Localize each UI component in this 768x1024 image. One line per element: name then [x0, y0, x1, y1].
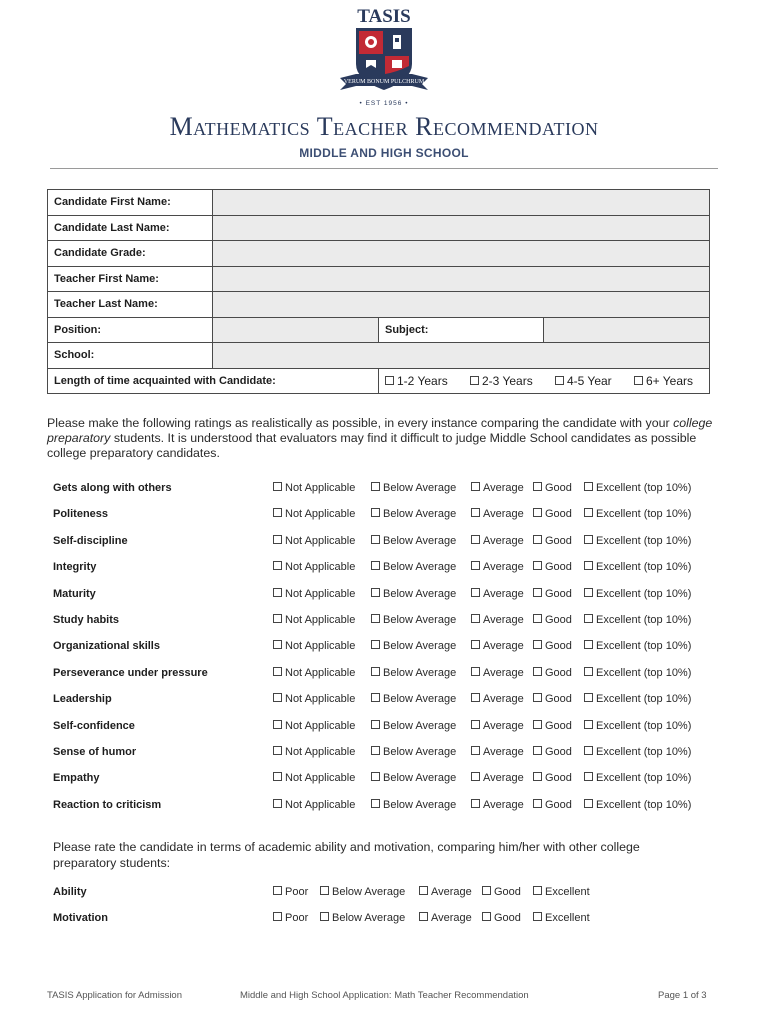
rating-label: Study habits	[53, 614, 120, 626]
years-option-1-2[interactable]: 1-2 Years	[385, 374, 448, 388]
option-not-applicable[interactable]: Not Applicable	[273, 535, 355, 547]
document-subtitle: MIDDLE AND HIGH SCHOOL	[299, 146, 469, 160]
rating-label: Motivation	[53, 912, 108, 925]
option-average[interactable]: Average	[471, 535, 524, 547]
option-average[interactable]: Average	[471, 508, 524, 520]
checkbox-icon	[471, 799, 480, 808]
option-excellent-top-10[interactable]: Excellent (top 10%)	[584, 482, 691, 494]
option-average[interactable]: Average	[471, 693, 524, 705]
checkbox-icon	[555, 376, 564, 385]
rating-row-politeness	[53, 508, 733, 524]
option-excellent-top-10[interactable]: Excellent (top 10%)	[584, 772, 691, 784]
option-average[interactable]: Average	[471, 772, 524, 784]
option-excellent[interactable]: Excellent	[533, 886, 590, 898]
checkbox-icon	[371, 508, 380, 517]
option-not-applicable[interactable]: Not Applicable	[273, 640, 355, 652]
option-good[interactable]: Good	[533, 508, 572, 520]
footer-page-number: Page 1 of 3	[658, 990, 707, 1001]
option-below-average[interactable]: Below Average	[320, 912, 405, 924]
option-average[interactable]: Average	[471, 482, 524, 494]
rating-label: Empathy	[53, 772, 100, 785]
checkbox-icon	[371, 640, 380, 649]
option-good[interactable]: Good	[533, 588, 572, 600]
rating-label: Perseverance under pressure	[53, 666, 208, 679]
rating-row-integrity	[53, 561, 733, 577]
checkbox-icon	[471, 561, 480, 570]
option-average[interactable]: Average	[419, 912, 472, 924]
option-excellent-top-10[interactable]: Excellent (top 10%)	[584, 588, 691, 600]
rating-row-motivation	[53, 912, 733, 928]
rating-row-self-confidence	[53, 720, 733, 736]
checkbox-icon	[371, 561, 380, 570]
option-below-average[interactable]: Below Average	[371, 799, 456, 811]
checkbox-icon	[533, 746, 542, 755]
rating-label: Organizational skills	[53, 640, 160, 653]
option-not-applicable[interactable]: Not Applicable	[273, 588, 355, 600]
rating-label: Politeness	[53, 508, 109, 521]
option-good[interactable]: Good	[533, 482, 572, 494]
checkbox-icon	[584, 614, 593, 623]
subject-field[interactable]	[544, 317, 710, 343]
rating-row-leadership	[53, 693, 733, 709]
checkbox-icon	[273, 667, 282, 676]
option-excellent-top-10[interactable]: Excellent (top 10%)	[584, 720, 691, 732]
rating-row-empathy	[53, 772, 733, 788]
option-below-average[interactable]: Below Average	[371, 588, 456, 600]
option-good[interactable]: Good	[533, 746, 572, 758]
rating-label: Maturity	[53, 587, 96, 600]
checkbox-icon	[273, 912, 282, 921]
checkbox-icon	[273, 640, 282, 649]
option-excellent-top-10[interactable]: Excellent (top 10%)	[584, 640, 691, 652]
checkbox-icon	[471, 614, 480, 623]
rating-row-reaction-to-criticism	[53, 799, 733, 815]
checkbox-icon	[533, 912, 542, 921]
option-below-average[interactable]: Below Average	[371, 482, 456, 494]
option-not-applicable[interactable]: Not Applicable	[273, 720, 355, 732]
checkbox-icon	[584, 746, 593, 755]
checkbox-icon	[371, 535, 380, 544]
document-title: Mathematics Teacher Recommendation	[169, 112, 599, 141]
checkbox-icon	[634, 376, 643, 385]
checkbox-icon	[533, 561, 542, 570]
checkbox-icon	[419, 886, 428, 895]
position-field[interactable]	[213, 317, 379, 343]
rating-row-self-discipline	[53, 535, 733, 551]
checkbox-icon	[471, 720, 480, 729]
checkbox-icon	[371, 746, 380, 755]
option-good[interactable]: Good	[533, 535, 572, 547]
rating-row-perseverance-under-pressure	[53, 667, 733, 683]
option-average[interactable]: Average	[419, 886, 472, 898]
checkbox-icon	[533, 799, 542, 808]
rating-label: Self-discipline	[53, 534, 128, 547]
option-not-applicable[interactable]: Not Applicable	[273, 482, 355, 494]
option-good[interactable]: Good	[482, 912, 521, 924]
checkbox-icon	[273, 720, 282, 729]
rating-label: Self-confidence	[53, 719, 135, 732]
option-below-average[interactable]: Below Average	[371, 746, 456, 758]
checkbox-icon	[471, 482, 480, 491]
option-good[interactable]: Good	[533, 720, 572, 732]
checkbox-icon	[273, 588, 282, 597]
rating-row-sense-of-humor	[53, 746, 733, 762]
checkbox-icon	[273, 799, 282, 808]
checkbox-icon	[584, 799, 593, 808]
checkbox-icon	[533, 667, 542, 676]
footer-center: Middle and High School Application: Math Teacher Recommendation	[240, 990, 529, 1001]
checkbox-icon	[584, 720, 593, 729]
rating-row-maturity	[53, 588, 733, 604]
checkbox-icon	[371, 693, 380, 702]
option-good[interactable]: Good	[482, 886, 521, 898]
rating-label: Integrity	[53, 561, 97, 574]
option-poor[interactable]: Poor	[273, 912, 308, 924]
checkbox-icon	[584, 772, 593, 781]
option-not-applicable[interactable]: Not Applicable	[273, 508, 355, 520]
checkbox-icon	[482, 886, 491, 895]
grade-field[interactable]	[213, 241, 710, 267]
last-name-label: Candidate Last Name:	[48, 215, 213, 241]
checkbox-icon	[371, 482, 380, 491]
checkbox-icon	[273, 614, 282, 623]
option-good[interactable]: Good	[533, 561, 572, 573]
checkbox-icon	[471, 746, 480, 755]
option-below-average[interactable]: Below Average	[371, 561, 456, 573]
checkbox-icon	[533, 640, 542, 649]
option-average[interactable]: Average	[471, 667, 524, 679]
years-option-2-3[interactable]: 2-3 Years	[470, 374, 533, 388]
option-excellent-top-10[interactable]: Excellent (top 10%)	[584, 508, 691, 520]
checkbox-icon	[320, 912, 329, 921]
rating-row-organizational-skills	[53, 640, 733, 656]
grade-label: Candidate Grade:	[48, 241, 213, 267]
option-average[interactable]: Average	[471, 746, 524, 758]
option-below-average[interactable]: Below Average	[371, 720, 456, 732]
checkbox-icon	[471, 772, 480, 781]
teacher-last-name-field[interactable]	[213, 292, 710, 318]
option-not-applicable[interactable]: Not Applicable	[273, 561, 355, 573]
option-not-applicable[interactable]: Not Applicable	[273, 746, 355, 758]
checkbox-icon	[584, 508, 593, 517]
school-label: School:	[48, 343, 213, 369]
length-acquainted-label: Length of time acquainted with Candidate:	[48, 368, 379, 394]
option-excellent-top-10[interactable]: Excellent (top 10%)	[584, 799, 691, 811]
checkbox-icon	[273, 772, 282, 781]
checkbox-icon	[471, 667, 480, 676]
option-excellent-top-10[interactable]: Excellent (top 10%)	[584, 561, 691, 573]
checkbox-icon	[533, 720, 542, 729]
option-not-applicable[interactable]: Not Applicable	[273, 693, 355, 705]
option-below-average[interactable]: Below Average	[371, 535, 456, 547]
checkbox-icon	[533, 535, 542, 544]
option-below-average[interactable]: Below Average	[371, 508, 456, 520]
rating-row-study-habits	[53, 614, 733, 630]
option-good[interactable]: Good	[533, 667, 572, 679]
checkbox-icon	[371, 772, 380, 781]
option-good[interactable]: Good	[533, 640, 572, 652]
length-acquainted-options	[379, 368, 710, 394]
checkbox-icon	[273, 561, 282, 570]
teacher-first-name-label: Teacher First Name:	[48, 266, 213, 292]
option-not-applicable[interactable]: Not Applicable	[273, 614, 355, 626]
rating-label: Reaction to criticism	[53, 798, 162, 811]
option-poor[interactable]: Poor	[273, 886, 308, 898]
checkbox-icon	[371, 720, 380, 729]
checkbox-icon	[471, 535, 480, 544]
option-below-average[interactable]: Below Average	[371, 667, 456, 679]
ability-instructions: Please rate the candidate in terms of academic ability and motivation, comparing him/her with other college preparatory students:	[53, 840, 640, 870]
checkbox-icon	[273, 508, 282, 517]
option-excellent-top-10[interactable]: Excellent (top 10%)	[584, 746, 691, 758]
option-not-applicable[interactable]: Not Applicable	[273, 667, 355, 679]
option-not-applicable[interactable]: Not Applicable	[273, 772, 355, 784]
option-average[interactable]: Average	[471, 614, 524, 626]
tasis-logo	[326, 2, 442, 110]
checkbox-icon	[273, 535, 282, 544]
checkbox-icon	[273, 482, 282, 491]
option-average[interactable]: Average	[471, 561, 524, 573]
first-name-field[interactable]	[213, 190, 710, 216]
option-average[interactable]: Average	[471, 588, 524, 600]
checkbox-icon	[470, 376, 479, 385]
rating-label: Leadership	[53, 693, 112, 706]
checkbox-icon	[584, 588, 593, 597]
checkbox-icon	[533, 772, 542, 781]
checkbox-icon	[584, 535, 593, 544]
option-excellent-top-10[interactable]: Excellent (top 10%)	[584, 693, 691, 705]
checkbox-icon	[273, 693, 282, 702]
school-field[interactable]	[213, 343, 710, 369]
checkbox-icon	[320, 886, 329, 895]
checkbox-icon	[273, 746, 282, 755]
logo-est: • EST 1956 •	[359, 100, 409, 107]
checkbox-icon	[273, 886, 282, 895]
checkbox-icon	[371, 667, 380, 676]
checkbox-icon	[584, 693, 593, 702]
checkbox-icon	[533, 588, 542, 597]
subject-label: Subject:	[379, 317, 544, 343]
checkbox-icon	[385, 376, 394, 385]
option-average[interactable]: Average	[471, 720, 524, 732]
checkbox-icon	[533, 886, 542, 895]
logo-name: TASIS	[357, 6, 411, 27]
first-name-label: Candidate First Name:	[48, 190, 213, 216]
rating-row-gets-along-with-others	[53, 482, 733, 498]
years-option-6-plus[interactable]: 6+ Years	[634, 374, 693, 388]
checkbox-icon	[533, 508, 542, 517]
position-label: Position:	[48, 317, 213, 343]
header-divider	[50, 168, 718, 169]
checkbox-icon	[471, 588, 480, 597]
option-excellent-top-10[interactable]: Excellent (top 10%)	[584, 614, 691, 626]
option-good[interactable]: Good	[533, 799, 572, 811]
checkbox-icon	[584, 667, 593, 676]
option-good[interactable]: Good	[533, 693, 572, 705]
checkbox-icon	[371, 614, 380, 623]
teacher-first-name-field[interactable]	[213, 266, 710, 292]
option-below-average[interactable]: Below Average	[371, 772, 456, 784]
checkbox-icon	[482, 912, 491, 921]
checkbox-icon	[471, 640, 480, 649]
years-option-4-5[interactable]: 4-5 Year	[555, 374, 612, 388]
footer-left: TASIS Application for Admission	[47, 990, 182, 1001]
last-name-field[interactable]	[213, 215, 710, 241]
checkbox-icon	[371, 799, 380, 808]
option-below-average[interactable]: Below Average	[371, 614, 456, 626]
option-below-average[interactable]: Below Average	[320, 886, 405, 898]
checkbox-icon	[584, 482, 593, 491]
option-excellent[interactable]: Excellent	[533, 912, 590, 924]
checkbox-icon	[371, 588, 380, 597]
option-below-average[interactable]: Below Average	[371, 640, 456, 652]
ratings-instructions: Please make the following ratings as realistically as possible, in every instance comparing the candidate with your college preparatory students. It is understood that evaluators may find it difficult to judge Middle School candidates as possible college preparatory candidates.	[47, 416, 713, 460]
checkbox-icon	[533, 482, 542, 491]
checkbox-icon	[584, 640, 593, 649]
teacher-last-name-label: Teacher Last Name:	[48, 292, 213, 318]
option-good[interactable]: Good	[533, 772, 572, 784]
candidate-info-table	[47, 189, 710, 394]
option-average[interactable]: Average	[471, 799, 524, 811]
option-average[interactable]: Average	[471, 640, 524, 652]
option-excellent-top-10[interactable]: Excellent (top 10%)	[584, 535, 691, 547]
checkbox-icon	[471, 693, 480, 702]
checkbox-icon	[471, 508, 480, 517]
rating-label: Ability	[53, 886, 87, 898]
option-good[interactable]: Good	[533, 614, 572, 626]
option-excellent-top-10[interactable]: Excellent (top 10%)	[584, 667, 691, 679]
checkbox-icon	[533, 693, 542, 702]
logo-motto: VERUM BONUM PULCHRUM	[343, 79, 425, 85]
checkbox-icon	[533, 614, 542, 623]
rating-row-ability	[53, 886, 733, 902]
rating-label: Gets along with others	[53, 482, 172, 494]
option-not-applicable[interactable]: Not Applicable	[273, 799, 355, 811]
checkbox-icon	[419, 912, 428, 921]
rating-label: Sense of humor	[53, 746, 137, 758]
checkbox-icon	[584, 561, 593, 570]
option-below-average[interactable]: Below Average	[371, 693, 456, 705]
